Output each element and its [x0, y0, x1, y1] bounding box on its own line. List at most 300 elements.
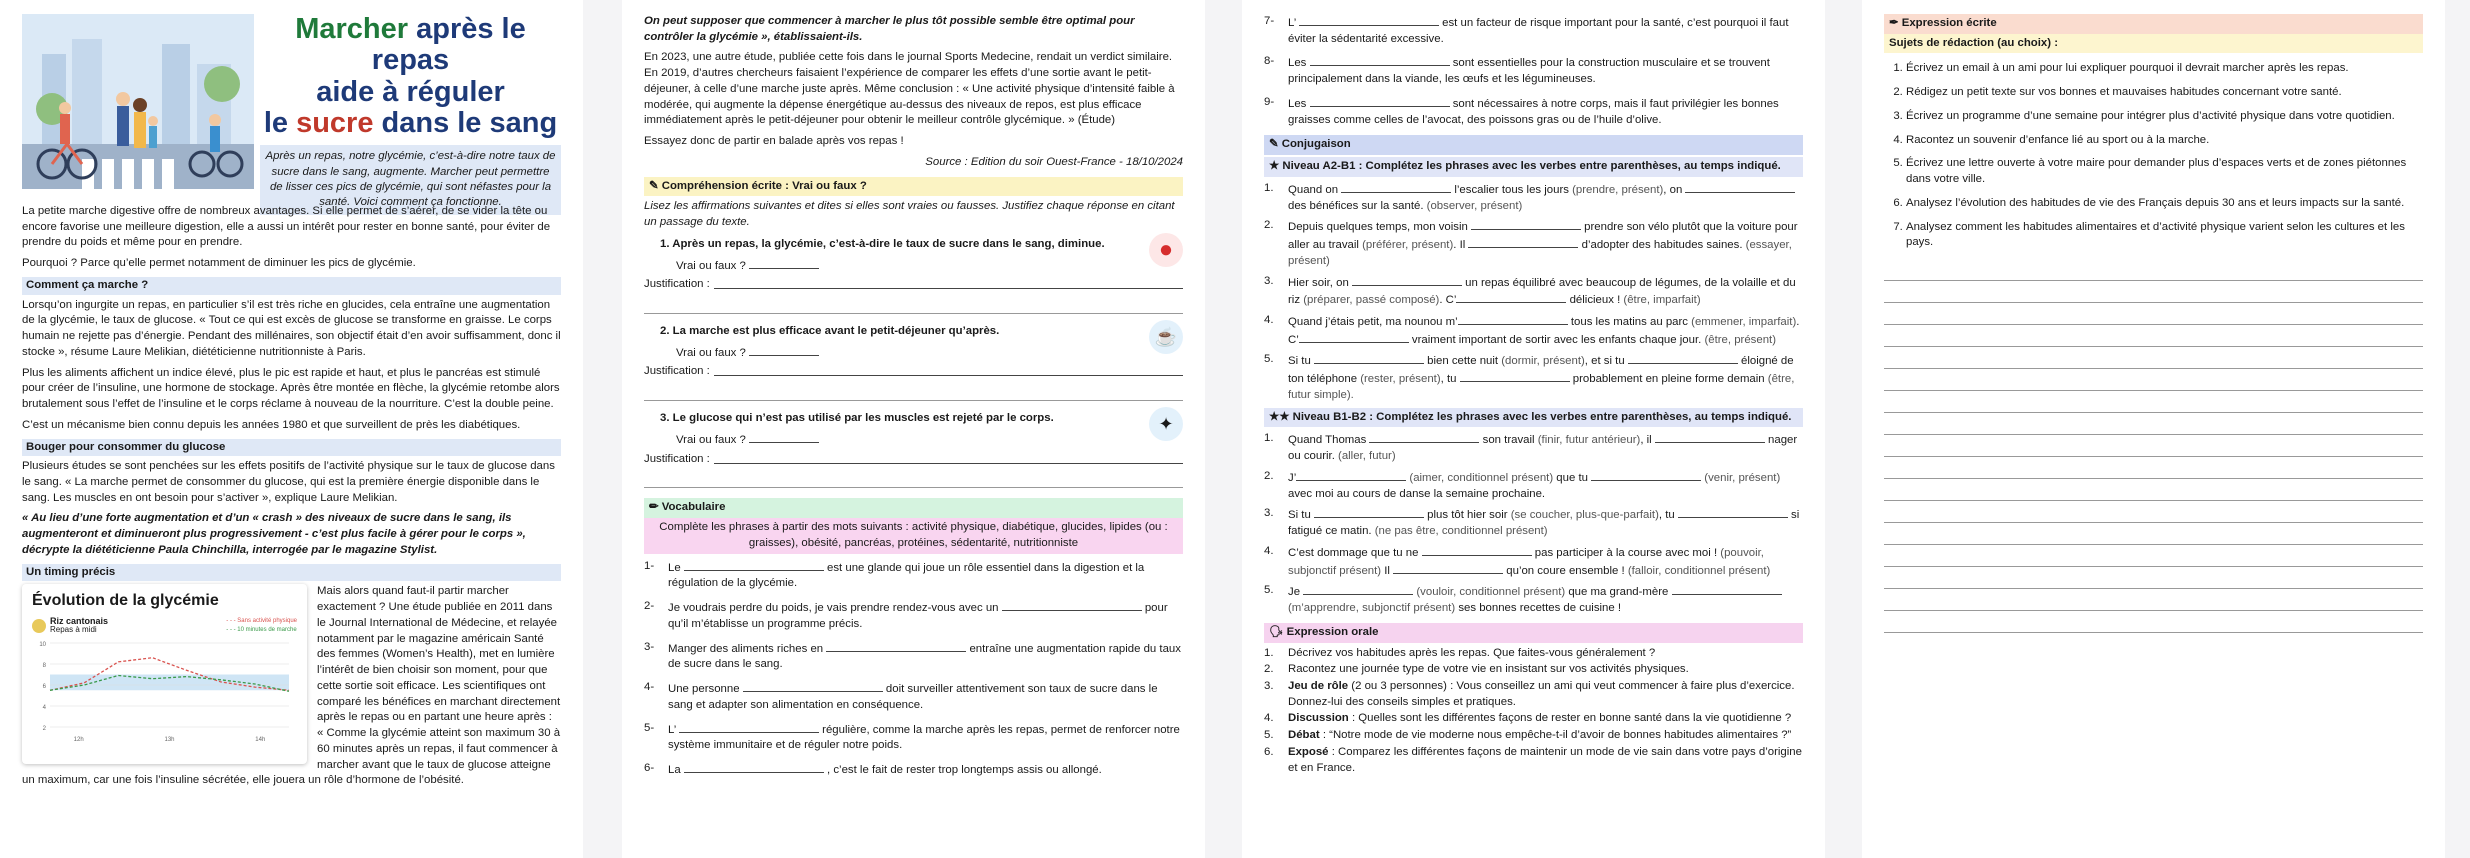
vocab-item [644, 599, 1183, 632]
writing-icon: ✎ [649, 179, 662, 192]
oral-list [1264, 646, 1803, 777]
item-number: 4. [1264, 314, 1274, 327]
exercise-part: , on [1663, 183, 1686, 196]
vocab-part: Une personne [668, 683, 743, 696]
vf-label: Vrai ou faux ? [676, 346, 746, 359]
paragraph: C’est un mécanisme bien connu depuis les années 1980 et que surveillent de près les diabétiques. [22, 418, 521, 431]
blank-field[interactable] [684, 761, 824, 773]
oral-text [1288, 679, 1803, 710]
writing-line[interactable] [1884, 589, 2423, 611]
writing-line[interactable] [1884, 523, 2423, 545]
walking-family-illustration [22, 14, 254, 189]
verb-hint: (finir, futur antérieur) [1534, 434, 1641, 447]
blank-field[interactable] [743, 680, 883, 692]
section-heading: ✏ Vocabulaire [644, 498, 1183, 518]
verb-hint: (être, présent) [1701, 333, 1776, 346]
verb-hint: (essayer, présent) [1288, 239, 1792, 267]
exercise-part: que tu [1553, 471, 1592, 484]
exercise-part: plus tôt hier soir [1423, 509, 1508, 522]
source: Source : Edition du soir Ouest-France - 18/10/2024 [925, 155, 1183, 168]
oral-text [1288, 662, 1689, 678]
exercise-part: un repas équilibré avec beaucoup de légumes, de la volaille et du riz [1288, 276, 1796, 307]
y-tick-label: 8 [42, 663, 46, 670]
blood-drop-icon: ● [1149, 233, 1183, 267]
exercise-text [1288, 469, 1803, 502]
item-number: 1. [1264, 432, 1274, 445]
hero [22, 13, 561, 209]
writing-line[interactable] [1884, 391, 2423, 413]
vocab-text [1288, 95, 1803, 128]
vocab-part: est un facteur de risque important pour la santé, c’est pourquoi il faut éviter la sédentarité excessive. [1288, 17, 1789, 45]
oral-item [1264, 728, 1803, 744]
writing-area[interactable] [1884, 259, 2423, 633]
exercise-part: . Il [1453, 239, 1469, 252]
blank-field[interactable] [1655, 431, 1765, 443]
item-number: 6- [644, 761, 655, 774]
exercise-item [1264, 583, 1803, 616]
answer-field[interactable] [749, 257, 819, 269]
exercise-part: , et si tu [1584, 355, 1628, 368]
item-number: 5. [1264, 584, 1274, 597]
answer-line[interactable] [644, 293, 1183, 314]
oral-text [1288, 728, 1791, 744]
exercise-part: C’est dommage que tu ne [1288, 546, 1422, 559]
blank-field[interactable] [1468, 236, 1578, 248]
exercise-part: Je [1288, 586, 1304, 599]
vocab-part: Les [1288, 57, 1310, 70]
verb-hint: (ne pas être, conditionnel présent) [1371, 525, 1548, 538]
vocab-part: L’ [668, 723, 679, 736]
item-number: 4. [1264, 544, 1274, 557]
legend-series-1: Sans activité physique [237, 618, 297, 625]
verb-hint: (aller, futur) [1334, 450, 1396, 463]
writing-line[interactable] [1884, 281, 2423, 303]
blank-field[interactable] [1303, 583, 1413, 595]
paragraph: Lorsqu’on ingurgite un repas, en particulier s’il est très riche en glucides, cela entraîne une augmentation de la glycémie, le taux de glucose. « Tout ce qui est excès de glucose se transforme en graisse. Le corps humain ne rejette pas d’énergie. Pendant des millénaires, son objectif était d’en avoir suffisamment, donc il stocke », résume Laure Melikian, diététicienne nutritionniste à Paris. [22, 298, 561, 358]
exercise-part: Il [1381, 564, 1394, 577]
vocab-part: L’ [1288, 17, 1299, 29]
exercise-item [1264, 274, 1803, 309]
oral-part: (2 ou 3 personnes) : Vous conseillez un ami qui veut commencer à faire plus d’exercice. Donnez-lui des conseils simples et pratiques. [1288, 679, 1795, 708]
oral-keyword: Discussion [1288, 712, 1349, 725]
glycemia-chart [22, 584, 307, 764]
exercise-part: l’escalier tous les jours [1451, 183, 1569, 196]
vocab-text [1288, 14, 1803, 47]
page-4 [1862, 0, 2445, 858]
paragraph: Plus les aliments affichent un indice élevé, plus le pic est rapide et haut, et plus le pancréas est stimulé pour créer de l’insuline, une hormone de stockage. Après être montée en flèche, la glycémie retombe alors brutalement sous l’effet de l’insuline et le corps réclame à nouveau de la nourriture. C’est la double peine. [22, 366, 560, 411]
exercise-part: , tu [1658, 509, 1678, 522]
exercise-part: Quand on [1288, 183, 1342, 196]
verb-hint: (se coucher, plus-que-parfait) [1507, 509, 1659, 522]
exercise-part: avec moi au cours de danse la semaine prochaine. [1288, 487, 1546, 500]
pen-icon: ✒ [1889, 17, 1902, 29]
item-number: 2. [1264, 469, 1274, 482]
answer-field[interactable] [749, 344, 819, 356]
y-tick-label: 4 [42, 705, 46, 712]
section-heading: 🗣 Expression orale [1264, 623, 1803, 643]
oral-item [1264, 745, 1803, 776]
exercise-item [1264, 544, 1803, 579]
blank-field[interactable] [1369, 431, 1479, 443]
vocab-part: Le [668, 561, 684, 574]
item-number: 3. [1264, 507, 1274, 520]
vocab-part: Les [1288, 97, 1310, 110]
writing-topic: 1. Écrivez un email à un ami pour lui expliquer pourquoi il devrait marcher après les repas. [1906, 61, 2423, 77]
answer-line[interactable] [644, 380, 1183, 401]
vocab-text [1288, 54, 1803, 87]
exercise-item [1264, 431, 1803, 464]
exercise-part: vraiment important de sortir avec les enfants chaque jour. [1408, 333, 1702, 346]
exercise-text [1288, 352, 1803, 403]
paragraph: En 2023, une autre étude, publiée cette fois dans le journal Sports Medecine, rendait un verdict similaire. En 2019, d’autres chercheurs faisaient l’expérience de comparer les effets d’une sortie avant le petit-déjeuner, à celle d’une marche juste après. Même conclusion : « Une activité physique d’intensité faible à modérée, qui augmente la dépense énergétique au-dessus des niveaux de repos, est plus efficace immédiatement après le petit-déjeuner pour obtenir le meilleur contrôle glycémique. » (Étude) [644, 51, 1175, 127]
pencil-icon: ✏ [649, 501, 662, 514]
pencil-icon: ✎ [1269, 138, 1282, 151]
item-number: 1. [1264, 181, 1274, 194]
writing-topic: 4. Racontez un souvenir d’enfance lié au sport ou à la marche. [1906, 133, 2423, 149]
blank-field[interactable] [1314, 506, 1424, 518]
writing-line[interactable] [1884, 347, 2423, 369]
paragraph: Mais alors quand faut-il partir marcher exactement ? Une étude publiée en 2011 dans le Journal International de Médecine, et relayée notamment par le magazine américain Santé des femmes (Women’s Health), met en lumière l’intérêt de bien choisir son moment, pour que cette sortie soit efficace. Les scientifiques ont comparé les bénéfices en marchant directement après le repas ou en partant une heure après : « Comme la glycémie atteint son maximum 30 à 60 minutes après un repas, il faut commencer à marcher avant que le taux de glucose atteigne un maximum, car une fois l’insuline sécrétée, elle jouera un rôle d’hormone de l’obésité. [22, 585, 561, 787]
exercise-part: d’adopter des habitudes saines. [1578, 239, 1743, 252]
exercise-part: nager ou courir. [1288, 434, 1798, 463]
blank-field[interactable] [1678, 506, 1788, 518]
justification-field[interactable] [714, 452, 1183, 464]
exercise-part: . C’ [1288, 316, 1800, 346]
vocab-text [668, 680, 1183, 713]
writing-line[interactable] [1884, 457, 2423, 479]
writing-line[interactable] [1884, 369, 2423, 391]
writing-line[interactable] [1884, 501, 2423, 523]
verb-hint: (préparer, passé composé) [1300, 294, 1440, 307]
vocab-part: est une glande qui joue un rôle essentiel dans la digestion et la régulation de la glycémie. [668, 561, 1145, 590]
paragraph: « Au lieu d’une forte augmentation et d’un « crash » des niveaux de sucre dans le sang, ils augmenteront et diminueront plus progressivement - c’est plus facile à gérer pour le corps », décrypte la diététicienne Paula Chinchilla, interrogée par le magazine Stylist. [22, 512, 526, 556]
writing-topic: 5. Écrivez une lettre ouverte à votre maire pour demander plus d’espaces verts et de zones piétonnes dans votre ville. [1906, 156, 2423, 187]
vocab-part: La [668, 763, 684, 776]
oral-keyword: Débat [1288, 729, 1320, 742]
blank-field[interactable] [1460, 370, 1570, 382]
page-2 [622, 0, 1205, 858]
vocab-item [644, 721, 1183, 754]
x-tick-label: 14h [255, 737, 266, 744]
y-tick-label: 2 [42, 726, 46, 733]
vocab-part: entraîne une augmentation rapide du taux de sucre dans le sang. [668, 642, 1181, 671]
item-number: 8- [1264, 55, 1275, 68]
exercise-part: probablement en pleine forme demain [1569, 373, 1765, 386]
star-icon: ★★ [1269, 410, 1293, 423]
exercise-part: éloigné de ton téléphone [1288, 355, 1794, 386]
exercise-item [1264, 352, 1803, 403]
oral-part: : Comparez les différentes façons de maintenir un mode de vie sain dans votre pays d’origine et en France. [1288, 745, 1802, 774]
y-tick-label: 6 [42, 684, 46, 691]
vocab-part: doit surveiller attentivement son taux de sucre dans le sang et adapter son alimentation en conséquence. [668, 683, 1158, 711]
exercise-text [1288, 431, 1803, 464]
blank-field[interactable] [1002, 599, 1142, 611]
exercise-text [1288, 544, 1803, 579]
exercise-part: si fatigué ce matin. [1288, 509, 1800, 538]
section-heading: Un timing précis [22, 564, 561, 582]
exercise-part: J’ [1288, 471, 1297, 484]
verb-hint: (venir, présent) [1701, 471, 1781, 484]
item-number: 4. [1264, 712, 1274, 725]
answer-line[interactable] [644, 467, 1183, 488]
exercise-list [1264, 181, 1803, 404]
rice-icon [32, 619, 46, 633]
oral-keyword: Jeu de rôle [1288, 679, 1349, 692]
level-heading: ★★ Niveau B1-B2 : Complétez les phrases avec les verbes entre parenthèses, au temps indiqué. [1264, 408, 1803, 428]
exercise-part: délicieux ! [1566, 294, 1621, 307]
vf-label: Vrai ou faux ? [676, 259, 746, 272]
item-number: 1- [644, 559, 655, 572]
justification-field[interactable] [714, 277, 1183, 289]
section-heading: ✒ Expression écrite [1884, 14, 2423, 34]
verb-hint: (aimer, conditionnel présent) [1406, 471, 1554, 484]
blank-field[interactable] [679, 721, 819, 733]
blank-field[interactable] [1352, 274, 1462, 286]
writing-line[interactable] [1884, 325, 2423, 347]
item-number: 4- [644, 681, 655, 694]
writing-line[interactable] [1884, 259, 2423, 281]
item-number: 1. [1264, 646, 1274, 659]
oral-part: : “Notre mode de vie moderne nous empêche-t-il d’avoir de bonnes habitudes alimentaires ?” [1319, 729, 1792, 742]
legend-series-2: 10 minutes de marche [237, 626, 297, 633]
blank-field[interactable] [1591, 469, 1701, 481]
blank-field[interactable] [826, 640, 966, 652]
exercise-item [1264, 313, 1803, 348]
exercise-part: Si tu [1288, 509, 1314, 522]
writing-line[interactable] [1884, 413, 2423, 435]
vocab-part: sont essentielles pour la construction musculaire et se trouvent principalement dans la viande, les œufs et les légumineuses. [1288, 57, 1770, 86]
item-number: 3. [1264, 679, 1274, 692]
vocab-part: régulière, comme la marche après les repas, permet de renforcer notre système immunitaire et de réguler notre poids. [668, 723, 1180, 752]
item-number: 5. [1264, 729, 1274, 742]
verb-hint: (prendre, présent) [1568, 183, 1664, 196]
true-false-item [644, 235, 1183, 314]
exercise-part: Quand Thomas [1288, 434, 1370, 447]
blank-field[interactable] [1310, 54, 1450, 66]
vocab-part: Manger des aliments riches en [668, 642, 827, 655]
oral-text [1288, 711, 1791, 727]
page-1 [0, 0, 583, 858]
exercise-part: tous les matins au parc [1567, 316, 1688, 329]
blank-field[interactable] [1422, 544, 1532, 556]
vocab-instructions: Complète les phrases à partir des mots suivants : activité physique, diabétique, glucides, lipides (ou : graisses), obésité, pancréas, protéines, sédentarité, nutritionniste [644, 518, 1183, 553]
paragraph: La petite marche digestive offre de nombreux avantages. Si elle permet de s’aérer, de se vider la tête ou encore favorise une meilleure digestion, elle a aussi un intérêt pour rester en bonne santé, pour éviter de prendre du poids et même pour en prendre. [22, 205, 551, 249]
breakfast-icon: ☕ [1149, 320, 1183, 354]
exercise-part: , il [1640, 434, 1655, 447]
vocab-list [1264, 14, 1803, 128]
oral-keyword: Exposé [1288, 745, 1329, 758]
blank-field[interactable] [684, 559, 824, 571]
speech-icon: 🗣 [1269, 625, 1287, 638]
oral-item [1264, 679, 1803, 710]
paragraph: Pourquoi ? Parce qu’elle permet notamment de diminuer les pics de glycémie. [22, 257, 416, 270]
exercise-part: bien cette nuit [1423, 355, 1499, 368]
writing-topic: 3. Écrivez un programme d’une semaine pour intégrer plus d’activité physique dans votre quotidien. [1906, 109, 2423, 125]
verb-hint: (vouloir, conditionnel présent) [1413, 586, 1566, 599]
exercise-part: Si tu [1288, 355, 1314, 368]
justification-field[interactable] [714, 364, 1183, 376]
vocab-text [668, 640, 1183, 673]
writing-topic: 6. Analysez l’évolution des habitudes de vie des Français depuis 30 ans et leurs impacts sur la santé. [1906, 196, 2423, 212]
item-number: 5- [644, 721, 655, 734]
verb-hint: (préférer, présent) [1358, 239, 1454, 252]
blank-field[interactable] [1456, 291, 1566, 303]
writing-topic: 7. Analysez comment les habitudes alimentaires et d’activité physique varient selon les cultures et les pays. [1906, 220, 2423, 251]
verb-hint: (falloir, conditionnel présent) [1624, 564, 1771, 577]
vocab-item [1264, 95, 1803, 128]
item-number: 2. [1264, 219, 1274, 232]
vocab-part: sont nécessaires à notre corps, mais il faut privilégier les bonnes graisses comme celles de l’avocat, des poissons gras ou de l’huile d’olive. [1288, 97, 1779, 126]
blank-field[interactable] [1341, 181, 1451, 193]
blank-field[interactable] [1296, 469, 1406, 481]
writing-line[interactable] [1884, 611, 2423, 633]
star-icon: ★ [1269, 160, 1283, 173]
vocab-text [668, 721, 1183, 754]
exercise-part: prendre son vélo plutôt que la voiture pour aller au travail [1288, 221, 1798, 252]
subtitle: Sujets de rédaction (au choix) : [1884, 34, 2423, 54]
item-number: 9- [1264, 95, 1275, 108]
verb-hint: (emmener, imparfait) [1688, 316, 1797, 329]
verb-hint: (rester, présent) [1357, 373, 1441, 386]
vocab-part: , c’est le fait de rester trop longtemps assis ou allongé. [823, 763, 1102, 776]
statement: 3. Le glucose qui n’est pas utilisé par les muscles est rejeté par le corps. [660, 412, 1054, 425]
blank-field[interactable] [1685, 181, 1795, 193]
writing-line[interactable] [1884, 303, 2423, 325]
oral-item [1264, 711, 1803, 727]
oral-part: Décrivez vos habitudes après les repas. Que faites-vous généralement ? [1288, 646, 1656, 659]
verb-hint: (pouvoir, subjonctif présent) [1288, 546, 1764, 577]
page-3 [1242, 0, 1825, 858]
vocab-item [644, 680, 1183, 713]
chart-plot [32, 635, 297, 745]
item-number: 7- [1264, 15, 1275, 27]
item-number: 2- [644, 600, 655, 613]
vocab-item [644, 761, 1183, 779]
vocab-list [644, 559, 1183, 779]
justification-label: Justification : [644, 452, 710, 465]
x-tick-label: 12h [73, 737, 84, 744]
chart-legend: - - - Sans activité physique - - - 10 minutes de marche [226, 618, 297, 633]
blank-field[interactable] [1458, 313, 1568, 325]
exercise-part: son travail [1479, 434, 1535, 447]
blank-field[interactable] [1299, 14, 1439, 26]
level-heading: ★ Niveau A2-B1 : Complétez les phrases avec les verbes entre parenthèses, au temps indiqué. [1264, 157, 1803, 177]
exercise-part: des bénéfices sur la santé. [1288, 199, 1424, 212]
y-tick-label: 10 [39, 642, 46, 649]
exercise-text [1288, 313, 1803, 348]
blank-field[interactable] [1628, 352, 1738, 364]
exercise-item [1264, 469, 1803, 502]
section-heading: Bouger pour consommer du glucose [22, 439, 561, 457]
section-heading: ✎ Conjugaison [1264, 135, 1803, 155]
oral-part: : Quelles sont les différentes façons de rester en bonne santé dans la vie quotidienne ? [1348, 712, 1792, 725]
writing-line[interactable] [1884, 479, 2423, 501]
item-number: 6. [1264, 745, 1274, 758]
statement: 2. La marche est plus efficace avant le petit-déjeuner qu’après. [660, 325, 1000, 338]
instructions: Lisez les affirmations suivantes et dites si elles sont vraies ou fausses. Justifiez chaque réponse en citant un passage du texte. [644, 200, 1175, 229]
intro-box: Après un repas, notre glycémie, c’est-à-dire notre taux de sucre dans le sang, augmente. Marcher peut permettre de lisser ces pics de glycémie, qui sont néfastes pour la santé. Voici comment ça fonctionne. [260, 145, 561, 215]
blank-field[interactable] [1310, 95, 1450, 107]
exercise-part: que ma grand-mère [1565, 586, 1672, 599]
item-number: 2. [1264, 663, 1274, 676]
exercise-part: Quand j’étais petit, ma nounou m’ [1288, 316, 1458, 329]
verb-hint: (dormir, présent) [1498, 355, 1585, 368]
vocab-item [1264, 14, 1803, 47]
chart-subtitle: Riz cantonais [50, 615, 109, 626]
exercise-list [1264, 431, 1803, 616]
oral-part: Racontez une journée type de votre vie en insistant sur vos activités physiques. [1288, 663, 1689, 676]
vocab-text [668, 559, 1183, 592]
writing-line[interactable] [1884, 567, 2423, 589]
verb-hint: (observer, présent) [1423, 199, 1523, 212]
blank-field[interactable] [1393, 562, 1503, 574]
exercise-part: , tu [1440, 373, 1460, 386]
exercise-text [1288, 218, 1803, 269]
exercise-text [1288, 583, 1803, 616]
exercise-text [1288, 274, 1803, 309]
vocab-part: Je voudrais perdre du poids, je vais prendre rendez-vous avec un [668, 602, 1002, 615]
answer-field[interactable] [749, 431, 819, 443]
oral-text [1288, 646, 1655, 662]
vocab-text [668, 599, 1183, 632]
chart-subtitle-2: Repas à midi [50, 625, 97, 635]
vocab-item [644, 640, 1183, 673]
writing-topic: 2. Rédigez un petit texte sur vos bonnes et mauvaises habitudes concernant votre santé. [1906, 85, 2423, 101]
exercise-text [1288, 506, 1803, 539]
blank-field[interactable] [1471, 218, 1581, 230]
chart-title: Évolution de la glycémie [32, 592, 219, 610]
exercise-part: . C’ [1439, 294, 1457, 307]
item-number: 5. [1264, 353, 1274, 366]
paragraph: Plusieurs études se sont penchées sur les effets positifs de l’activité physique sur le taux de glucose dans le sang. « La marche permet de consommer du glucose, qui est la première énergie disponible dans le sang. Les muscles en ont besoin pour s’activer », explique Laure Melikian. [22, 460, 555, 504]
exercise-part: Hier soir, on [1288, 276, 1352, 289]
oral-item [1264, 662, 1803, 678]
exercise-text [1288, 181, 1803, 214]
writing-line[interactable] [1884, 545, 2423, 567]
paragraph: On peut supposer que commencer à marcher le plus tôt possible semble être optimal pour contrôler la glycémie », établissaient-ils. [644, 15, 1135, 43]
writing-line[interactable] [1884, 435, 2423, 457]
paragraph: Essayez donc de partir en balade après vos repas ! [644, 135, 904, 148]
verb-hint: (être, imparfait) [1620, 294, 1701, 307]
justification-label: Justification : [644, 278, 710, 291]
vocab-part: pour qu’il m’établisse un programme précis. [668, 602, 1168, 630]
exercise-part: Depuis quelques temps, mon voisin [1288, 221, 1471, 234]
muscle-icon: ✦ [1149, 407, 1183, 441]
exercise-part: pas participer à la course avec moi ! [1531, 546, 1718, 559]
blank-field[interactable] [1672, 583, 1782, 595]
item-number: 3. [1264, 274, 1274, 287]
exercise-part: qu’on coure ensemble ! [1503, 564, 1625, 577]
verb-hint: (être, futur simple). [1288, 373, 1795, 401]
vocab-text [668, 761, 1102, 779]
justification-label: Justification : [644, 365, 710, 378]
section-heading: ✎ Compréhension écrite : Vrai ou faux ? [644, 177, 1183, 197]
exercise-part: ses bonnes recettes de cuisine ! [1455, 602, 1622, 615]
true-false-item [644, 411, 1183, 488]
exercise-item [1264, 218, 1803, 269]
vf-label: Vrai ou faux ? [676, 433, 746, 446]
writing-topics [1884, 61, 2423, 251]
vocab-item [644, 559, 1183, 592]
blank-field[interactable] [1299, 331, 1409, 343]
blank-field[interactable] [1314, 352, 1424, 364]
exercise-item [1264, 181, 1803, 214]
oral-text [1288, 745, 1803, 776]
x-tick-label: 13h [164, 737, 175, 744]
item-number: 3- [644, 640, 655, 653]
true-false-item [644, 324, 1183, 401]
page-title: Marcher après le repas aide à réguler le sucre dans le sang [263, 13, 558, 139]
